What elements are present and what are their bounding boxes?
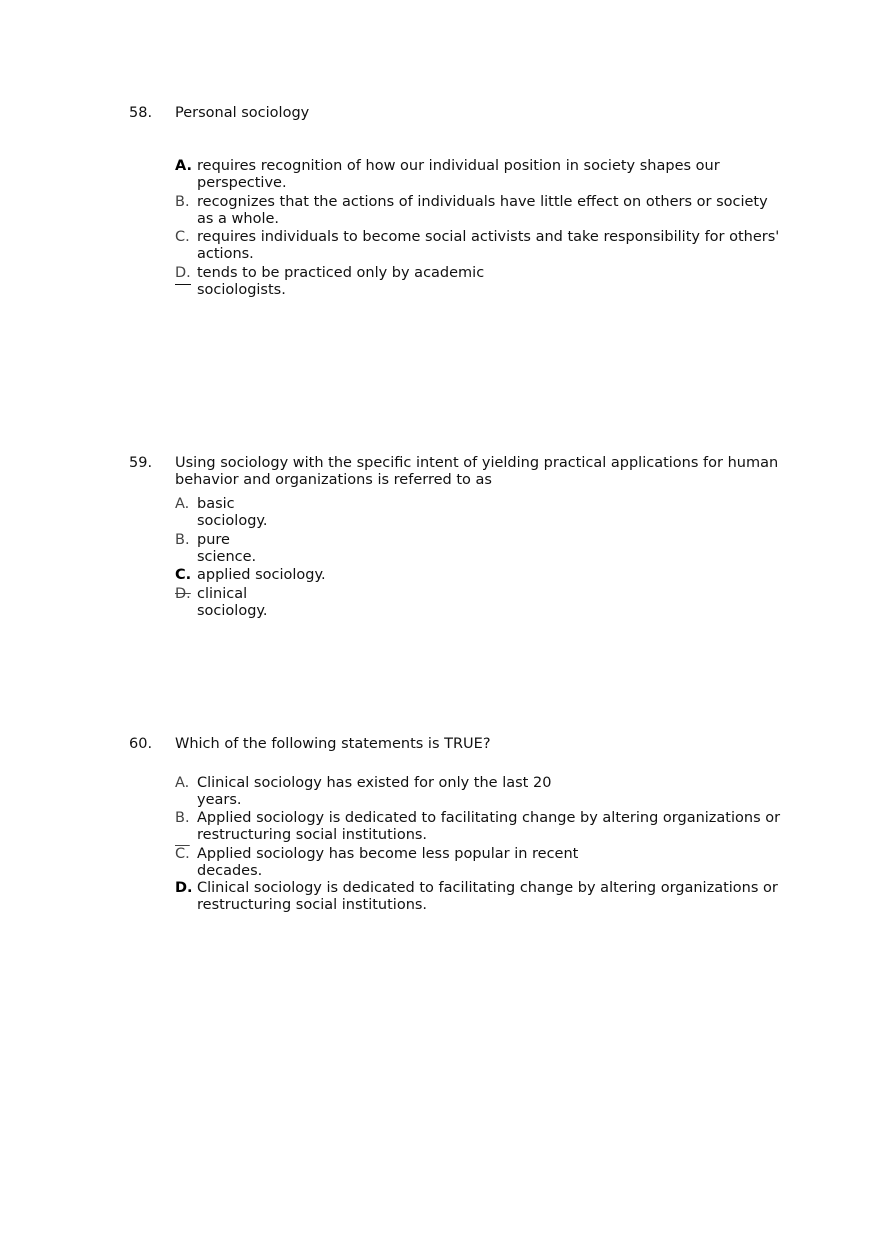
option-letter: C. — [175, 567, 192, 583]
option-text: Applied sociology has become less popular in recent decades. — [197, 846, 579, 879]
option-text: applied sociology. — [197, 567, 326, 583]
option-text: requires recognition of how our individual position in society shapes our perspective. — [197, 158, 720, 191]
option-letter: B. — [175, 532, 190, 548]
option-text: pure science. — [197, 532, 257, 565]
option-text: Clinical sociology has existed for only the last 20 years. — [197, 775, 552, 808]
question-number: 59. — [129, 455, 153, 471]
question-text: Which of the following statements is TRUE? — [175, 736, 491, 752]
option-text: Clinical sociology is dedicated to facilitating change by altering organizations or restructuring social institutions. — [197, 880, 778, 913]
question-text: Using sociology with the specific intent of yielding practical applications for human behavior and organizations is referred to as — [175, 455, 779, 488]
option-text: requires individuals to become social activists and take responsibility for others' actions. — [197, 229, 780, 262]
question-text: Personal sociology — [175, 105, 310, 121]
option-text: basic sociology. — [197, 496, 268, 529]
option-letter: D. — [175, 265, 191, 281]
option-letter: D. — [175, 880, 193, 896]
option-letter: B. — [175, 810, 190, 826]
option-letter: C. — [175, 229, 190, 245]
option-letter: A. — [175, 775, 190, 791]
option-letter: D. — [175, 586, 191, 602]
option-letter: C. — [175, 846, 190, 862]
option-text: Applied sociology is dedicated to facilitating change by altering organizations or restructuring social institutions. — [197, 810, 781, 843]
question-number: 58. — [129, 105, 153, 121]
option-letter: A. — [175, 496, 190, 512]
option-text: tends to be practiced only by academic sociologists. — [197, 265, 485, 298]
strike-mark — [175, 284, 191, 285]
option-letter: B. — [175, 194, 190, 210]
option-text: clinical sociology. — [197, 586, 268, 619]
option-letter: A. — [175, 158, 192, 174]
option-text: recognizes that the actions of individuals have little effect on others or society as a whole. — [197, 194, 768, 227]
question-number: 60. — [129, 736, 153, 752]
